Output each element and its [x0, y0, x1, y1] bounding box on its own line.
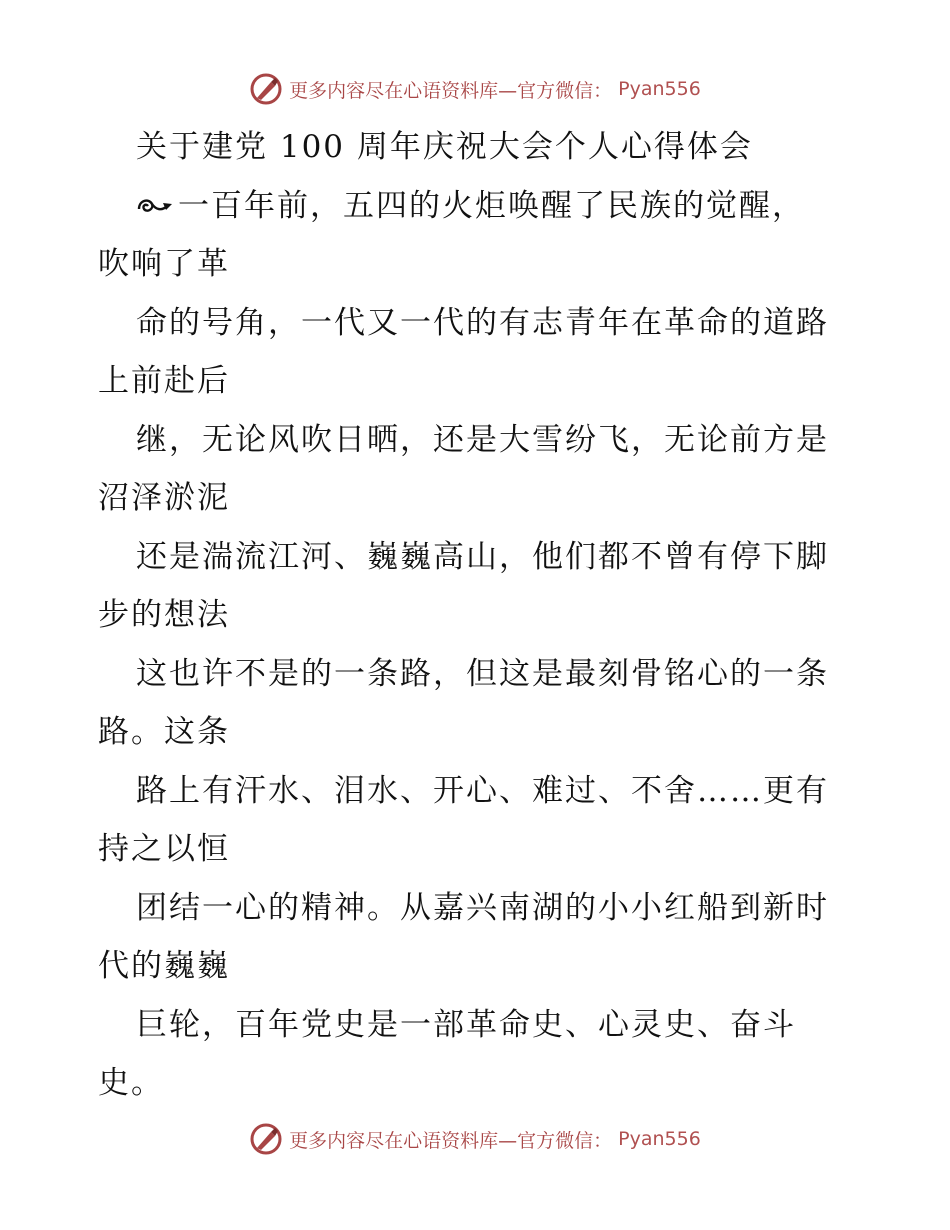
footer-wechat-id: Pyan556	[618, 1128, 701, 1150]
text-line: 路上有汗水、泪水、开心、难过、不舍……更有	[136, 772, 829, 809]
text-line: 这也许不是的一条路，但这是最刻骨铭心的一条	[136, 655, 829, 692]
text-line-content: 一百年前，五四的火炬唤醒了民族的觉醒，	[178, 187, 805, 224]
document-title: 关于建党 100 周年庆祝大会个人心得体会	[136, 129, 753, 165]
footer-banner	[0, 1122, 950, 1156]
header-banner-text: 更多内容尽在心语资料库—官方微信：	[289, 79, 613, 102]
pen-nib-logo-icon	[249, 1122, 283, 1156]
text-line: 继，无论风吹日晒，还是大雪纷飞，无论前方是	[136, 421, 829, 458]
text-line: 路。这条	[98, 714, 230, 750]
text-line: 上前赴后	[98, 363, 230, 399]
document-body	[98, 118, 858, 1113]
footer-banner-text: 更多内容尽在心语资料库—官方微信：	[289, 1129, 613, 1152]
text-line: 巨轮，百年党史是一部革命史、心灵史、奋斗	[136, 1006, 796, 1043]
text-line: 吹响了革	[98, 246, 230, 282]
text-line: 代的巍巍	[98, 948, 230, 984]
text-line: 持之以恒	[98, 831, 230, 867]
text-line	[98, 177, 858, 236]
text-line: 沼泽淤泥	[98, 480, 230, 516]
text-line: 团结一心的精神。从嘉兴南湖的小小红船到新时	[136, 889, 829, 926]
flourish-icon	[136, 180, 176, 208]
text-line: 步的想法	[98, 597, 230, 633]
header-wechat-id: Pyan556	[618, 78, 701, 100]
text-line: 还是湍流江河、巍巍高山，他们都不曾有停下脚	[136, 538, 829, 575]
header-banner	[0, 72, 950, 106]
pen-nib-logo-icon	[249, 72, 283, 106]
text-line: 史。	[98, 1065, 164, 1101]
text-line: 命的号角，一代又一代的有志青年在革命的道路	[136, 304, 829, 341]
